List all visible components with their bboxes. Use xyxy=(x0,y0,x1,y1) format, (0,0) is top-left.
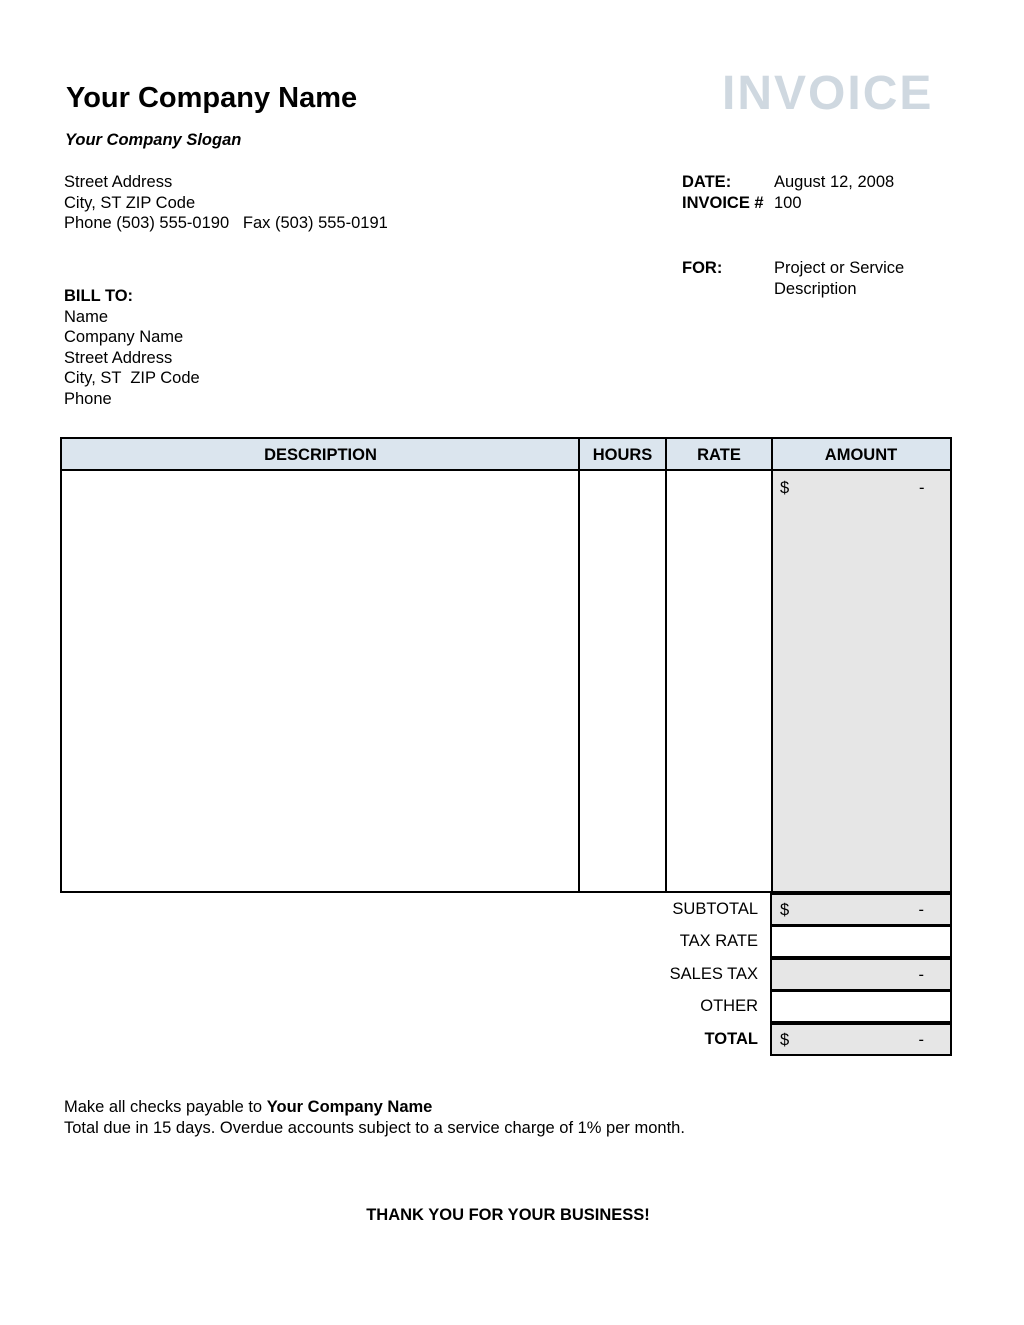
company-city: City, ST ZIP Code xyxy=(64,193,196,212)
other-box[interactable] xyxy=(770,990,952,1023)
invoice-number-value: 100 xyxy=(774,193,802,212)
sales-tax-label: SALES TAX xyxy=(669,965,758,983)
total-label: TOTAL xyxy=(704,1030,758,1048)
bill-to-label: BILL TO: xyxy=(64,287,134,305)
payment-terms: Total due in 15 days. Overdue accounts subject to a service charge of 1% per month. xyxy=(64,1119,685,1137)
subtotal-label: SUBTOTAL xyxy=(672,900,758,918)
column-divider xyxy=(578,439,580,891)
header-amount: AMOUNT xyxy=(772,439,950,471)
header-rate: RATE xyxy=(666,439,772,471)
total-currency: $ xyxy=(780,1031,790,1049)
tax-rate-label: TAX RATE xyxy=(679,932,758,950)
sales-tax-value: - xyxy=(918,966,924,984)
subtotal-box xyxy=(770,893,952,926)
header-hours: HOURS xyxy=(579,439,666,471)
total-value: - xyxy=(918,1031,924,1049)
sales-tax-box xyxy=(770,958,952,991)
bill-to-company: Company Name xyxy=(64,328,184,347)
invoice-title: INVOICE xyxy=(722,67,934,120)
column-divider xyxy=(771,439,773,891)
spacer xyxy=(682,213,904,258)
items-table xyxy=(60,437,952,893)
company-address xyxy=(64,172,388,234)
amount-value: - xyxy=(919,479,925,497)
amount-column-fill xyxy=(773,471,950,891)
company-street: Street Address xyxy=(64,173,173,191)
subtotal-value: - xyxy=(918,901,924,919)
bill-to-name: Name xyxy=(64,307,109,326)
company-phone-fax: Phone (503) 555-0190 Fax (503) 555-0191 xyxy=(64,214,388,233)
amount-currency: $ xyxy=(780,479,790,497)
for-label: FOR: xyxy=(682,259,723,278)
checks-prefix: Make all checks payable to xyxy=(64,1098,267,1116)
checks-payable-note xyxy=(64,1098,432,1117)
thank-you-message: THANK YOU FOR YOUR BUSINESS! xyxy=(366,1206,650,1224)
invoice-number-label: INVOICE # xyxy=(682,193,764,212)
bill-to-phone: Phone xyxy=(64,389,112,408)
date-value: August 12, 2008 xyxy=(774,173,895,191)
invoice-meta xyxy=(682,172,904,299)
company-name: Your Company Name xyxy=(66,82,358,114)
checks-company: Your Company Name xyxy=(266,1098,433,1116)
company-slogan: Your Company Slogan xyxy=(65,131,242,149)
subtotal-currency: $ xyxy=(780,901,790,919)
bill-to-street: Street Address xyxy=(64,348,173,367)
for-value xyxy=(774,258,904,299)
bill-to-city: City, ST ZIP Code xyxy=(64,369,200,388)
total-box xyxy=(770,1023,952,1056)
column-divider xyxy=(665,439,667,891)
date-label: DATE: xyxy=(682,173,732,191)
tax-rate-box[interactable] xyxy=(770,925,952,958)
other-label: OTHER xyxy=(700,997,758,1015)
for-value-line1: Project or Service xyxy=(774,259,905,278)
for-value-line2: Description xyxy=(774,279,857,298)
header-description: DESCRIPTION xyxy=(62,439,579,471)
bill-to xyxy=(64,286,200,410)
